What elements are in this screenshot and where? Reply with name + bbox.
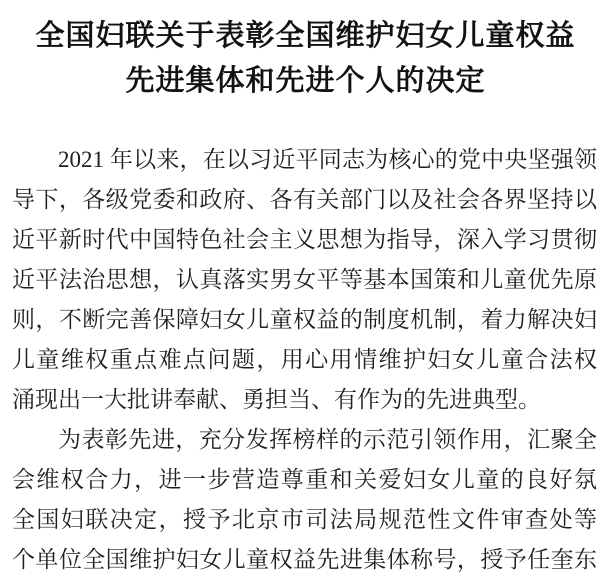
text-line: 会维权合力，进一步营造尊重和关爱妇女儿童的良好氛 bbox=[12, 467, 597, 492]
text-line: 则，不断完善保障妇女儿童权益的制度机制，着力解决妇 bbox=[12, 307, 597, 332]
text-line: 近平法治思想，认真落实男女平等基本国策和儿童优先原 bbox=[12, 267, 597, 292]
title-line-1: 全国妇联关于表彰全国维护妇女儿童权益 bbox=[35, 20, 576, 52]
text-line: 全国妇联决定，授予北京市司法局规范性文件审查处等 bbox=[12, 507, 597, 532]
text-line: 导下，各级党委和政府、各有关部门以及社会各界坚持以 bbox=[12, 187, 597, 212]
paragraph bbox=[12, 140, 597, 420]
paragraph bbox=[12, 420, 597, 580]
text-line: 儿童维权重点难点问题，用心用情维护妇女儿童合法权 bbox=[12, 347, 597, 372]
document-body bbox=[12, 140, 597, 580]
text-line: 为表彰先进，充分发挥榜样的示范引领作用，汇聚全 bbox=[58, 427, 597, 452]
text-line: 2021 年以来，在以习近平同志为核心的党中央坚强领 bbox=[58, 147, 597, 172]
title-line-2: 先进集体和先进个人的决定 bbox=[125, 65, 486, 97]
text-line: 个单位全国维护妇女儿童权益先进集体称号，授予任奎东 bbox=[12, 547, 597, 572]
document-title bbox=[0, 0, 611, 104]
text-line: 近平新时代中国特色社会主义思想为指导，深入学习贯彻 bbox=[12, 227, 597, 252]
text-line: 涌现出一大批讲奉献、勇担当、有作为的先进典型。 bbox=[12, 387, 541, 412]
